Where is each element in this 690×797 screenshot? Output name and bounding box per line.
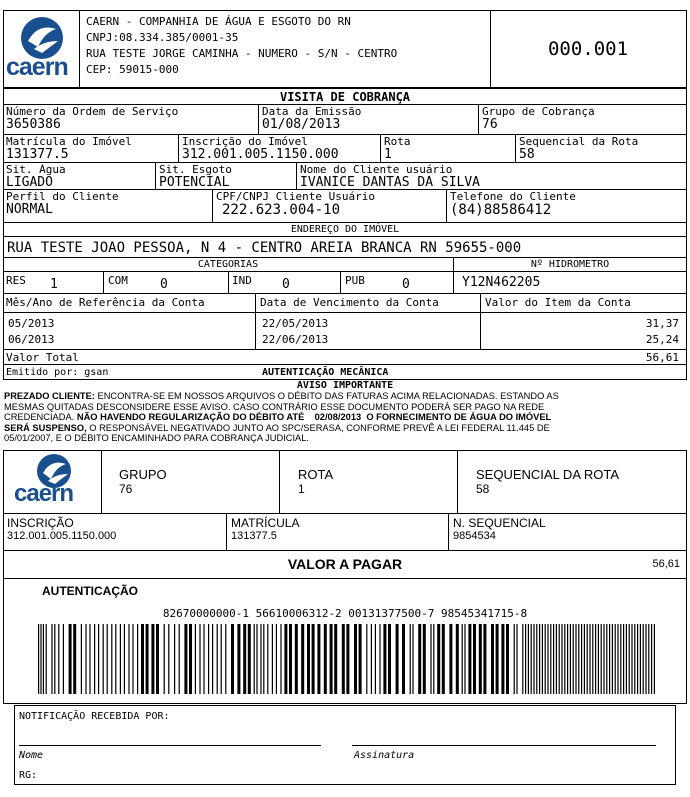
divider: [480, 293, 481, 349]
divider: [212, 189, 213, 222]
inscricao-label: Inscrição do Imóvel: [182, 136, 308, 148]
perfil-value: NORMAL: [6, 202, 53, 217]
barcode-bar: [221, 624, 222, 694]
barcode-bar: [359, 624, 362, 694]
esgoto-value: POTENCIAL: [159, 175, 230, 190]
rota-value: 1: [384, 147, 392, 162]
divider: [3, 257, 687, 258]
barcode-bar: [248, 624, 251, 694]
barcode-bar: [103, 624, 104, 694]
barcode-digits: 82670000000-1 56610006312-2 00131377500-7 98545341715-8: [162, 607, 528, 620]
barcode-bar: [38, 624, 39, 694]
ind-label: IND: [232, 274, 252, 287]
barcode-bar: [81, 624, 82, 694]
barcode-bar: [174, 624, 175, 694]
divider: [3, 578, 687, 579]
barcode-bar: [115, 624, 116, 694]
barcode-bar: [195, 624, 196, 694]
barcode-bar: [522, 624, 523, 694]
divider: [228, 271, 229, 293]
barcode-bar: [575, 624, 576, 694]
stub-nseq-label: N. SEQUENCIAL: [453, 516, 546, 530]
barcode-bar: [324, 624, 327, 694]
com-value: 0: [160, 277, 168, 292]
barcode-bar: [456, 624, 459, 694]
barcode-bar: [559, 624, 560, 694]
barcode-bar: [634, 624, 635, 694]
stub-inscricao-label: INSCRIÇÃO: [7, 516, 74, 530]
divider: [446, 189, 447, 222]
barcode-bar: [164, 624, 165, 694]
barcode-bar: [528, 624, 529, 694]
barcode-bar: [626, 624, 627, 694]
telefone-value: (84)88586412: [450, 202, 552, 217]
divider: [3, 550, 687, 551]
barcode-bar: [317, 624, 320, 694]
barcode-bar: [141, 624, 144, 694]
res-label: RES: [6, 274, 26, 287]
barcode-bar: [295, 624, 298, 694]
ordem-value: 3650386: [6, 117, 61, 132]
barcode-bar: [589, 624, 590, 694]
barcode-bar: [132, 624, 133, 694]
barcode-bar: [58, 624, 59, 694]
divider: [3, 271, 687, 272]
divider: [478, 104, 479, 134]
field-cliente: [300, 164, 680, 190]
company-cnpj: CNPJ:08.334.385/0001-35: [86, 31, 239, 44]
barcode-bar: [430, 624, 431, 694]
barcode-bar: [243, 624, 246, 694]
barcode-bar: [433, 624, 434, 694]
barcode-bar: [501, 624, 504, 694]
barcode-bar: [254, 624, 255, 694]
divider: [3, 134, 687, 135]
divider: [515, 134, 516, 162]
barcode-bar: [525, 624, 526, 694]
barcode-bar: [556, 624, 557, 694]
stub-seq-label: SEQUENCIAL DA ROTA: [476, 467, 620, 482]
barcode-bar: [623, 624, 624, 694]
barcode-bar: [637, 624, 638, 694]
barcode-bar: [561, 624, 562, 694]
barcode-bar: [217, 624, 218, 694]
stub-autenticacao-label: AUTENTICAÇÃO: [42, 584, 138, 598]
barcode-bar: [651, 624, 652, 694]
perfil-label: Perfil do Cliente: [6, 191, 119, 203]
barcode-bar: [550, 624, 551, 694]
barcode-bar: [342, 624, 345, 694]
barcode-bar: [354, 624, 357, 694]
com-label: COM: [108, 274, 128, 287]
page-title: VISITA DE COBRANÇA: [279, 90, 411, 104]
categorias-label: CATEGORIAS: [197, 259, 259, 270]
barcode-bar: [640, 624, 641, 694]
aviso-line1: ENCONTRA-SE EM NOSSOS ARQUIVOS O DÉBITO DAS FATURAS ACIMA RELACIONADAS. ESTANDO AS: [94, 391, 559, 401]
nome-label: Nome: [19, 750, 44, 761]
barcode-bar: [609, 624, 610, 694]
barcode-bar: [584, 624, 585, 694]
barcode-bar: [43, 624, 44, 694]
barcode-bar: [276, 624, 277, 694]
barcode-bar: [539, 624, 540, 694]
stub-rota-cell: [280, 451, 458, 513]
pub-label: PUB: [345, 274, 365, 287]
cliente-value: IVANICE DANTAS DA SILVA: [300, 175, 481, 190]
stub-matricula-value: 131377.5: [231, 530, 277, 542]
divider: [3, 104, 687, 105]
inscricao-value: 312.001.005.1150.000: [182, 147, 339, 162]
barcode-bar: [212, 624, 213, 694]
barcode-bar: [63, 624, 64, 694]
barcode-bar: [267, 624, 268, 694]
barcode-bar: [402, 624, 405, 694]
divider: [3, 162, 687, 163]
barcode-bar: [379, 624, 380, 694]
assinatura-line: [352, 745, 656, 746]
divider: [3, 312, 687, 313]
barcode-bar: [598, 624, 599, 694]
matricula-value: 131377.5: [6, 147, 69, 162]
barcode-bar: [553, 624, 554, 694]
barcode-bar: [272, 624, 273, 694]
field-cpf: [216, 191, 441, 217]
barcode-bar: [184, 624, 187, 694]
barcode-bar: [46, 624, 47, 694]
barcode-bar: [137, 624, 138, 694]
aviso-line3-bold2: O FORNECIMENTO DE ÁGUA DO IMÓVEL: [366, 412, 552, 422]
barcode-bar: [606, 624, 607, 694]
aviso-prezado: PREZADO CLIENTE:: [4, 391, 95, 401]
field-emissao: [262, 106, 472, 132]
barcode-bar: [536, 624, 537, 694]
barcode-bar: [199, 624, 200, 694]
barcode-bar: [531, 624, 532, 694]
nome-line: [19, 745, 321, 746]
conta-valor: 31,37: [645, 317, 679, 330]
total-label: Valor Total: [6, 351, 79, 364]
barcode-bar: [473, 624, 476, 694]
barcode-bar: [412, 624, 413, 694]
hidrometro-value: Y12N462205: [462, 275, 541, 290]
emissao-label: Data da Emissão: [262, 106, 362, 118]
barcode-bar: [179, 624, 180, 694]
aviso-title: AVISO IMPORTANTE: [296, 380, 394, 391]
barcode-bar: [603, 624, 604, 694]
barcode-bar: [146, 624, 149, 694]
barcode-bar: [208, 624, 209, 694]
divider: [380, 134, 381, 162]
endereco-label: ENDEREÇO DO IMÓVEL: [290, 224, 400, 235]
barcode-bar: [542, 624, 543, 694]
barcode-bar: [280, 624, 281, 694]
conta-valor: 25,24: [645, 333, 679, 346]
divider: [255, 293, 256, 349]
divider: [3, 364, 687, 365]
divider: [103, 271, 104, 293]
divider: [296, 162, 297, 189]
conta-venc: 22/06/2013: [262, 333, 329, 346]
stub-logo-text: caern: [14, 480, 74, 507]
aviso-line4: O RESPONSÁVEL NEGATIVADO JUNTO AO SPC/SERASA, CONFORME PREVÊ A LEI FEDERAL 11.445 DE: [86, 422, 550, 433]
aviso-line3-bold: NÃO HAVENDO REGULARIZAÇÃO DO DÉBITO ATÉ: [74, 412, 305, 422]
res-value: 1: [50, 277, 58, 292]
barcode-bar: [567, 624, 568, 694]
barcode-bar: [69, 624, 72, 694]
barcode-bar: [423, 624, 426, 694]
barcode-bar: [437, 624, 440, 694]
barcode-bar: [587, 624, 588, 694]
rota-label: Rota: [384, 136, 411, 148]
company-name: CAERN - COMPANHIA DE ÁGUA E ESGOTO DO RN: [86, 15, 351, 28]
grupo-label: Grupo de Cobrança: [482, 106, 595, 118]
aviso-text: [4, 391, 688, 444]
col-referencia-header: Mês/Ano de Referência da Conta: [6, 296, 205, 309]
barcode-bar: [151, 624, 154, 694]
barcode-bar: [468, 624, 471, 694]
esgoto-label: Sit. Esgoto: [159, 164, 232, 176]
barcode-bar: [225, 624, 226, 694]
barcode-bar: [547, 624, 548, 694]
field-perfil: [6, 191, 206, 217]
barcode-bar: [263, 624, 264, 694]
barcode-bar: [573, 624, 574, 694]
barcode-bar: [514, 624, 515, 694]
barcode-bar: [631, 624, 632, 694]
field-telefone: [450, 191, 680, 217]
barcode-bar: [189, 624, 192, 694]
barcode-bar: [533, 624, 534, 694]
field-agua: [6, 164, 154, 190]
ordem-label: Número da Ordem de Serviço: [6, 106, 179, 118]
barcode-bar: [89, 624, 90, 694]
barcode-bar: [334, 624, 337, 694]
barcode-bar: [40, 624, 41, 694]
barcode-bar: [617, 624, 618, 694]
field-matricula: [6, 136, 176, 162]
barcode-bar: [396, 624, 399, 694]
aviso-date: 02/08/2013: [314, 412, 362, 422]
barcode-bar: [648, 624, 649, 694]
emissao-value: 01/08/2013: [262, 117, 341, 132]
barcode-bar: [581, 624, 582, 694]
barcode-bar: [496, 624, 499, 694]
barcode-bar: [260, 624, 261, 694]
barcode-bar: [449, 624, 452, 694]
stub-grupo-value: 76: [119, 482, 133, 496]
barcode-bar: [545, 624, 546, 694]
aviso-line3a: CREDENCIADA.: [4, 412, 75, 422]
field-grupo: [482, 106, 682, 132]
barcode-bar: [491, 624, 494, 694]
company-address: RUA TESTE JORGE CAMINHA - NUMERO - S/N - CENTRO: [86, 47, 398, 60]
barcode-bar: [107, 624, 108, 694]
barcode: [36, 624, 662, 694]
barcode-bar: [237, 624, 240, 694]
barcode-bar: [578, 624, 579, 694]
assinatura-label: Assinatura: [354, 750, 415, 761]
barcode-bar: [383, 624, 386, 694]
barcode-bar: [615, 624, 616, 694]
agua-value: LIGADO: [6, 175, 53, 190]
barcode-bar: [124, 624, 125, 694]
aviso-suspenso: SERÁ SUSPENSO,: [4, 422, 87, 433]
barcode-bar: [388, 624, 391, 694]
barcode-bar: [330, 624, 333, 694]
col-valor-header: Valor do Item da Conta: [485, 296, 631, 309]
barcode-bar: [595, 624, 596, 694]
field-sequencial: [519, 136, 685, 162]
barcode-bar: [73, 624, 76, 694]
telefone-label: Telefone do Cliente: [450, 191, 576, 203]
aviso-line5: 05/01/2007, E O DÉBITO ENCAMINHADO PARA COBRANÇA JUDICIAL.: [4, 433, 309, 443]
divider: [3, 293, 687, 294]
stub-seq-value: 58: [476, 482, 490, 496]
divider: [258, 104, 259, 134]
barcode-bar: [312, 624, 315, 694]
barcode-bar: [111, 624, 112, 694]
barcode-bar: [231, 624, 234, 694]
divider: [3, 236, 687, 237]
barcode-bar: [256, 624, 257, 694]
barcode-bars: [38, 624, 655, 694]
barcode-bar: [564, 624, 565, 694]
barcode-bar: [289, 624, 292, 694]
barcode-bar: [120, 624, 121, 694]
col-vencimento-header: Data de Vencimento da Conta: [260, 296, 439, 309]
agua-label: Sit. Água: [6, 164, 66, 176]
stub-rota-value: 1: [298, 482, 305, 496]
conta-venc: 22/05/2013: [262, 317, 329, 330]
barcode-bar: [643, 624, 644, 694]
divider: [453, 257, 454, 293]
barcode-bar: [612, 624, 613, 694]
notificacao-label: NOTIFICAÇÃO RECEBIDA POR:: [19, 711, 170, 722]
logo-text: caern: [6, 53, 68, 81]
cpf-value: 222.623.004-10: [222, 202, 341, 217]
sequencial-label: Sequencial da Rota: [519, 136, 639, 148]
barcode-bar: [301, 624, 304, 694]
field-ordem: [6, 106, 256, 132]
barcode-bar: [654, 624, 655, 694]
divider: [155, 162, 156, 189]
barcode-bar: [375, 624, 376, 694]
barcode-bar: [645, 624, 646, 694]
hidrometro-label: Nº HIDROMETRO: [530, 259, 610, 270]
barcode-bar: [346, 624, 349, 694]
barcode-bar: [284, 624, 287, 694]
stub-rota-label: ROTA: [298, 467, 334, 482]
company-cep: CEP: 59015-000: [86, 63, 179, 76]
barcode-bar: [516, 624, 517, 694]
divider: [3, 189, 687, 190]
barcode-bar: [479, 624, 482, 694]
emitido-por: Emitido por: gsan: [6, 367, 109, 378]
divider: [3, 222, 687, 223]
stub-inscricao-value: 312.001.005.1150.000: [7, 530, 117, 542]
barcode-bar: [506, 624, 509, 694]
barcode-bar: [464, 624, 465, 694]
barcode-bar: [570, 624, 571, 694]
stub-nseq-value: 9854534: [453, 530, 496, 542]
barcode-bar: [410, 624, 411, 694]
barcode-bar: [442, 624, 445, 694]
barcode-bar: [51, 624, 52, 694]
barcode-bar: [629, 624, 630, 694]
field-inscricao: [182, 136, 378, 162]
field-esgoto: [159, 164, 295, 190]
conta-ref: 05/2013: [8, 317, 55, 330]
endereco-value: RUA TESTE JOAO PESSOA, N 4 - CENTRO AREIA BRANCA RN 59655-000: [7, 240, 522, 256]
total-value: 56,61: [645, 351, 679, 364]
barcode-bar: [592, 624, 593, 694]
sequencial-value: 58: [519, 147, 535, 162]
grupo-value: 76: [482, 117, 498, 132]
barcode-bar: [371, 624, 372, 694]
barcode-bar: [168, 624, 169, 694]
barcode-bar: [483, 624, 486, 694]
barcode-bar: [307, 624, 310, 694]
matricula-label: Matrícula do Imóvel: [6, 136, 132, 148]
barcode-bar: [94, 624, 95, 694]
barcode-bar: [203, 624, 204, 694]
aviso-line2: MESMAS QUITADAS DESCONSIDERE ESSE AVISO. CASO CONTRÁRIO ESSE DOCUMENTO PODERÁ SER PAGO NA REDE: [4, 401, 545, 412]
barcode-bar: [418, 624, 421, 694]
field-rota: [384, 136, 514, 162]
stub-matricula-label: MATRÍCULA: [231, 516, 300, 530]
valor-a-pagar-label: VALOR A PAGAR: [287, 556, 403, 572]
valor-a-pagar-value: 56,61: [652, 558, 680, 570]
divider: [178, 134, 179, 162]
barcode-bar: [601, 624, 602, 694]
divider: [340, 271, 341, 293]
pub-value: 0: [402, 277, 410, 292]
cpf-label: CPF/CNPJ Cliente Usuário: [216, 191, 375, 203]
company-info: [86, 14, 397, 78]
barcode-bar: [156, 624, 159, 694]
ind-value: 0: [282, 277, 290, 292]
barcode-bar: [462, 624, 463, 694]
barcode-bar: [85, 624, 86, 694]
barcode-bar: [98, 624, 99, 694]
document-number: 000.001: [547, 38, 629, 60]
barcode-bar: [366, 624, 367, 694]
cliente-label: Nome do Cliente usuário: [300, 164, 453, 176]
barcode-bar: [620, 624, 621, 694]
stub-grupo-label: GRUPO: [119, 467, 167, 482]
divider: [3, 349, 687, 350]
barcode-bar: [128, 624, 129, 694]
rg-label: RG:: [19, 770, 38, 781]
autenticacao-mecanica: AUTENTICAÇÃO MECÂNICA: [262, 367, 389, 378]
barcode-bar: [54, 624, 55, 694]
conta-ref: 06/2013: [8, 333, 55, 346]
